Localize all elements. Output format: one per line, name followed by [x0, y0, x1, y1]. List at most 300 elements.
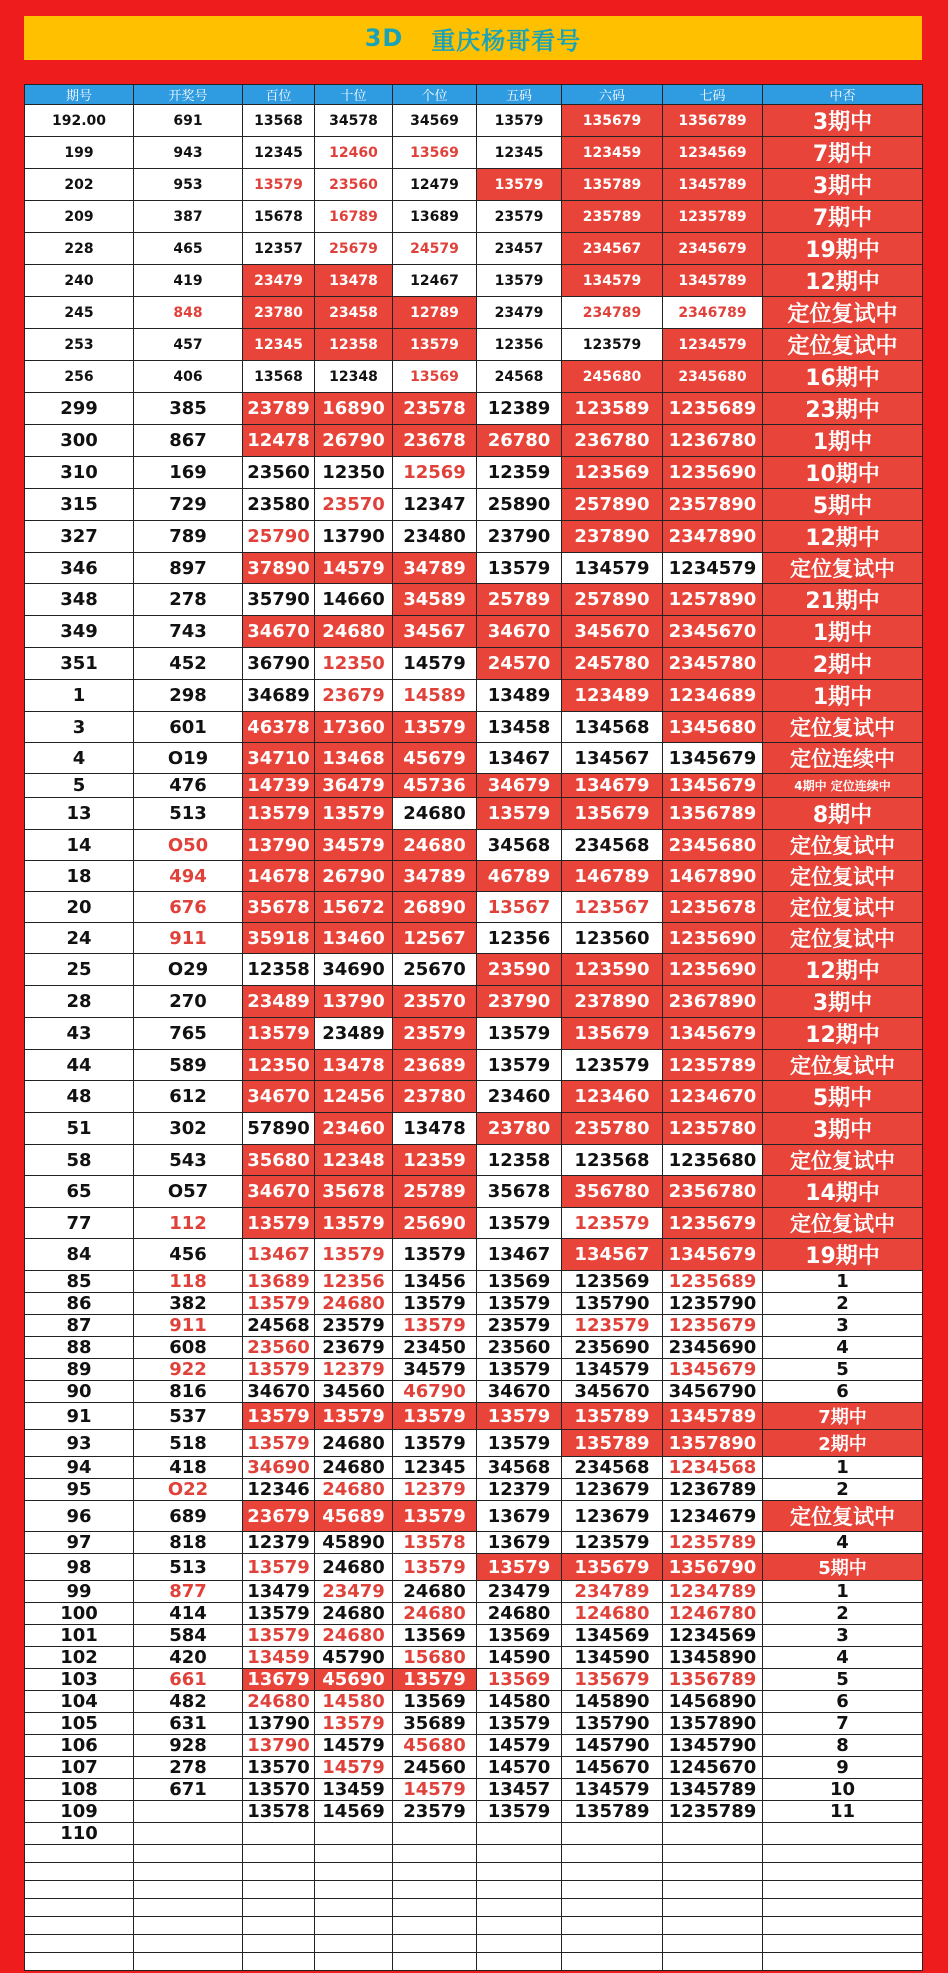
units-cell: [393, 1935, 477, 1953]
issue-cell: 315: [25, 489, 134, 521]
units-cell: [393, 1823, 477, 1845]
draw-number-cell: 270: [134, 986, 243, 1018]
tens-cell: 12348: [315, 361, 393, 393]
six-code-cell: 123560: [562, 923, 663, 954]
tens-cell: 13478: [315, 265, 393, 297]
six-code-cell: 135789: [562, 1430, 663, 1457]
hundreds-cell: 13568: [243, 361, 315, 393]
result-cell: 7期中: [763, 137, 923, 169]
result-cell: [763, 1917, 923, 1935]
table-row: [25, 1293, 923, 1315]
draw-number-cell: 169: [134, 457, 243, 489]
hundreds-cell: 13579: [243, 1430, 315, 1457]
units-cell: 25789: [393, 1176, 477, 1208]
tens-cell: 13459: [315, 1779, 393, 1801]
table-row: [25, 1863, 923, 1881]
seven-code-cell: 1245670: [663, 1757, 763, 1779]
units-cell: 24680: [393, 1581, 477, 1603]
units-cell: 13579: [393, 329, 477, 361]
draw-number-cell: 661: [134, 1669, 243, 1691]
tens-cell: 14569: [315, 1801, 393, 1823]
hundreds-cell: 23489: [243, 986, 315, 1018]
draw-number-cell: [134, 1953, 243, 1971]
issue-cell: 346: [25, 553, 134, 584]
six-code-cell: 123460: [562, 1081, 663, 1113]
hundreds-cell: 35678: [243, 892, 315, 923]
result-cell: [763, 1935, 923, 1953]
tens-cell: 24680: [315, 616, 393, 648]
tens-cell: 13790: [315, 986, 393, 1018]
six-code-cell: 235789: [562, 201, 663, 233]
six-code-cell: 237890: [562, 521, 663, 553]
result-cell: 6: [763, 1691, 923, 1713]
six-code-cell: 135679: [562, 1554, 663, 1581]
draw-number-cell: 456: [134, 1239, 243, 1271]
issue-cell: [25, 1881, 134, 1899]
issue-cell: 107: [25, 1757, 134, 1779]
hundreds-cell: 24568: [243, 1315, 315, 1337]
table-row: [25, 1603, 923, 1625]
five-code-cell: 23479: [477, 1581, 562, 1603]
table-row: [25, 329, 923, 361]
seven-code-cell: 1345679: [663, 1359, 763, 1381]
seven-code-cell: 1235789: [663, 1801, 763, 1823]
six-code-cell: 135790: [562, 1713, 663, 1735]
five-code-cell: [477, 1881, 562, 1899]
draw-number-cell: 953: [134, 169, 243, 201]
issue-cell: 209: [25, 201, 134, 233]
six-code-cell: [562, 1845, 663, 1863]
six-code-cell: 135679: [562, 1669, 663, 1691]
six-code-cell: 123590: [562, 954, 663, 986]
header-hundreds: 百位: [243, 85, 315, 105]
seven-code-cell: 1356789: [663, 798, 763, 830]
seven-code-cell: 1356790: [663, 1554, 763, 1581]
five-code-cell: 13579: [477, 1430, 562, 1457]
tens-cell: 24680: [315, 1457, 393, 1479]
hundreds-cell: 13790: [243, 830, 315, 861]
seven-code-cell: 1235679: [663, 1315, 763, 1337]
units-cell: 13569: [393, 137, 477, 169]
tens-cell: 13790: [315, 521, 393, 553]
draw-number-cell: 278: [134, 584, 243, 616]
units-cell: 23570: [393, 986, 477, 1018]
draw-number-cell: O19: [134, 743, 243, 774]
issue-cell: [25, 1917, 134, 1935]
tens-cell: [315, 1823, 393, 1845]
five-code-cell: 23560: [477, 1337, 562, 1359]
units-cell: 24680: [393, 830, 477, 861]
table-row: [25, 137, 923, 169]
six-code-cell: 134590: [562, 1647, 663, 1669]
hundreds-cell: 12379: [243, 1532, 315, 1554]
five-code-cell: 13579: [477, 1554, 562, 1581]
result-cell: 14期中: [763, 1176, 923, 1208]
units-cell: 23579: [393, 1801, 477, 1823]
units-cell: 12569: [393, 457, 477, 489]
five-code-cell: 13579: [477, 169, 562, 201]
units-cell: 34789: [393, 553, 477, 584]
hundreds-cell: 13579: [243, 1293, 315, 1315]
units-cell: 12479: [393, 169, 477, 201]
six-code-cell: 135789: [562, 169, 663, 201]
five-code-cell: 24570: [477, 648, 562, 680]
hundreds-cell: 13579: [243, 1403, 315, 1430]
table-row: [25, 1899, 923, 1917]
issue-cell: 20: [25, 892, 134, 923]
result-cell: 定位复试中: [763, 861, 923, 892]
tens-cell: 23460: [315, 1113, 393, 1145]
table-row: [25, 954, 923, 986]
hundreds-cell: 14678: [243, 861, 315, 892]
tens-cell: 12379: [315, 1359, 393, 1381]
tens-cell: 14579: [315, 1757, 393, 1779]
seven-code-cell: 1345789: [663, 169, 763, 201]
five-code-cell: 12359: [477, 457, 562, 489]
hundreds-cell: 13570: [243, 1757, 315, 1779]
table-row: [25, 1113, 923, 1145]
six-code-cell: 123489: [562, 680, 663, 712]
seven-code-cell: 1236780: [663, 425, 763, 457]
seven-code-cell: 1235689: [663, 393, 763, 425]
six-code-cell: 123579: [562, 329, 663, 361]
seven-code-cell: 1235678: [663, 892, 763, 923]
draw-number-cell: 765: [134, 1018, 243, 1050]
draw-number-cell: 818: [134, 1532, 243, 1554]
seven-code-cell: 1345679: [663, 743, 763, 774]
six-code-cell: 257890: [562, 584, 663, 616]
six-code-cell: 145670: [562, 1757, 663, 1779]
seven-code-cell: 2345680: [663, 361, 763, 393]
seven-code-cell: 1345890: [663, 1647, 763, 1669]
hundreds-cell: 13578: [243, 1801, 315, 1823]
tens-cell: [315, 1935, 393, 1953]
hundreds-cell: 23560: [243, 1337, 315, 1359]
tens-cell: 13579: [315, 1713, 393, 1735]
six-code-cell: 134567: [562, 1239, 663, 1271]
five-code-cell: 13467: [477, 1239, 562, 1271]
draw-number-cell: 418: [134, 1457, 243, 1479]
five-code-cell: 13579: [477, 798, 562, 830]
seven-code-cell: 1234579: [663, 329, 763, 361]
tens-cell: 26790: [315, 425, 393, 457]
units-cell: 13579: [393, 1315, 477, 1337]
table-row: [25, 1757, 923, 1779]
issue-cell: 253: [25, 329, 134, 361]
six-code-cell: 237890: [562, 986, 663, 1018]
result-cell: 4期中 定位连续中: [763, 774, 923, 798]
table-row: [25, 1271, 923, 1293]
six-code-cell: 234789: [562, 1581, 663, 1603]
five-code-cell: 13679: [477, 1501, 562, 1532]
tens-cell: 12348: [315, 1145, 393, 1176]
five-code-cell: [477, 1953, 562, 1971]
issue-cell: 349: [25, 616, 134, 648]
issue-cell: 18: [25, 861, 134, 892]
five-code-cell: [477, 1863, 562, 1881]
draw-number-cell: 419: [134, 265, 243, 297]
header-six-code: 六码: [562, 85, 663, 105]
hundreds-cell: 13579: [243, 1018, 315, 1050]
draw-number-cell: 298: [134, 680, 243, 712]
result-cell: 8: [763, 1735, 923, 1757]
result-cell: 5: [763, 1359, 923, 1381]
result-cell: 6: [763, 1381, 923, 1403]
result-cell: 2: [763, 1479, 923, 1501]
six-code-cell: 234568: [562, 830, 663, 861]
issue-cell: 58: [25, 1145, 134, 1176]
seven-code-cell: [663, 1863, 763, 1881]
table-row: [25, 1479, 923, 1501]
issue-cell: 245: [25, 297, 134, 329]
result-cell: 23期中: [763, 393, 923, 425]
six-code-cell: 134579: [562, 553, 663, 584]
hundreds-cell: 12345: [243, 329, 315, 361]
seven-code-cell: 1234579: [663, 553, 763, 584]
table-row: [25, 553, 923, 584]
tens-cell: 12350: [315, 457, 393, 489]
table-row: [25, 1176, 923, 1208]
seven-code-cell: 1234689: [663, 680, 763, 712]
result-cell: 定位复试中: [763, 830, 923, 861]
five-code-cell: 13579: [477, 553, 562, 584]
tens-cell: 34560: [315, 1381, 393, 1403]
seven-code-cell: 1345679: [663, 1018, 763, 1050]
six-code-cell: 123459: [562, 137, 663, 169]
seven-code-cell: 1235679: [663, 1208, 763, 1239]
draw-number-cell: 465: [134, 233, 243, 265]
result-cell: 定位复试中: [763, 297, 923, 329]
draw-number-cell: 816: [134, 1381, 243, 1403]
five-code-cell: 13579: [477, 1359, 562, 1381]
tens-cell: 24680: [315, 1430, 393, 1457]
hundreds-cell: 46378: [243, 712, 315, 743]
units-cell: 24680: [393, 798, 477, 830]
hundreds-cell: [243, 1881, 315, 1899]
table-row: [25, 1501, 923, 1532]
issue-cell: 44: [25, 1050, 134, 1081]
seven-code-cell: 1235690: [663, 923, 763, 954]
tens-cell: 45890: [315, 1532, 393, 1554]
header-tens: 十位: [315, 85, 393, 105]
six-code-cell: 123569: [562, 457, 663, 489]
tens-cell: 13460: [315, 923, 393, 954]
tens-cell: 13468: [315, 743, 393, 774]
six-code-cell: 123579: [562, 1532, 663, 1554]
issue-cell: 65: [25, 1176, 134, 1208]
draw-number-cell: 612: [134, 1081, 243, 1113]
units-cell: 34789: [393, 861, 477, 892]
table-row: [25, 986, 923, 1018]
issue-cell: 87: [25, 1315, 134, 1337]
issue-cell: 240: [25, 265, 134, 297]
hundreds-cell: 13579: [243, 1359, 315, 1381]
table-row: [25, 680, 923, 712]
five-code-cell: 23579: [477, 201, 562, 233]
result-cell: 4: [763, 1337, 923, 1359]
six-code-cell: 135679: [562, 798, 663, 830]
issue-cell: 90: [25, 1381, 134, 1403]
issue-cell: 99: [25, 1581, 134, 1603]
five-code-cell: 13579: [477, 1050, 562, 1081]
draw-number-cell: 922: [134, 1359, 243, 1381]
hundreds-cell: 13689: [243, 1271, 315, 1293]
hundreds-cell: [243, 1863, 315, 1881]
draw-number-cell: 387: [134, 201, 243, 233]
six-code-cell: 134579: [562, 1779, 663, 1801]
table-row: [25, 648, 923, 680]
six-code-cell: 234789: [562, 297, 663, 329]
tens-cell: 12356: [315, 1271, 393, 1293]
result-cell: 定位复试中: [763, 1208, 923, 1239]
result-cell: 7期中: [763, 1403, 923, 1430]
result-cell: 1期中: [763, 425, 923, 457]
units-cell: 13579: [393, 1669, 477, 1691]
tens-cell: 23458: [315, 297, 393, 329]
units-cell: 13456: [393, 1271, 477, 1293]
table-row: [25, 489, 923, 521]
units-cell: [393, 1863, 477, 1881]
result-cell: 定位复试中: [763, 892, 923, 923]
seven-code-cell: 2347890: [663, 521, 763, 553]
table-row: [25, 1315, 923, 1337]
six-code-cell: 245780: [562, 648, 663, 680]
header-units: 个位: [393, 85, 477, 105]
seven-code-cell: 1356789: [663, 1669, 763, 1691]
table-row: [25, 861, 923, 892]
header-issue: 期号: [25, 85, 134, 105]
result-cell: [763, 1899, 923, 1917]
issue-cell: 299: [25, 393, 134, 425]
issue-cell: 24: [25, 923, 134, 954]
units-cell: 34569: [393, 105, 477, 137]
seven-code-cell: [663, 1917, 763, 1935]
seven-code-cell: 2345780: [663, 648, 763, 680]
draw-number-cell: 482: [134, 1691, 243, 1713]
six-code-cell: 123579: [562, 1050, 663, 1081]
result-cell: 3期中: [763, 986, 923, 1018]
five-code-cell: 14570: [477, 1757, 562, 1779]
six-code-cell: 123679: [562, 1501, 663, 1532]
units-cell: 12467: [393, 265, 477, 297]
units-cell: 23689: [393, 1050, 477, 1081]
tens-cell: 12350: [315, 648, 393, 680]
result-cell: 定位复试中: [763, 1501, 923, 1532]
tens-cell: 45690: [315, 1669, 393, 1691]
draw-number-cell: 112: [134, 1208, 243, 1239]
issue-cell: 14: [25, 830, 134, 861]
table-row: [25, 584, 923, 616]
seven-code-cell: [663, 1881, 763, 1899]
result-cell: 19期中: [763, 233, 923, 265]
five-code-cell: 13579: [477, 1293, 562, 1315]
tens-cell: 15672: [315, 892, 393, 923]
tens-cell: 26790: [315, 861, 393, 892]
result-cell: 19期中: [763, 1239, 923, 1271]
table-row: [25, 265, 923, 297]
tens-cell: 12456: [315, 1081, 393, 1113]
header-five-code: 五码: [477, 85, 562, 105]
issue-cell: 97: [25, 1532, 134, 1554]
table-row: [25, 892, 923, 923]
seven-code-cell: 2346789: [663, 297, 763, 329]
seven-code-cell: 1235789: [663, 201, 763, 233]
result-cell: 3期中: [763, 169, 923, 201]
table-row: [25, 1359, 923, 1381]
result-cell: 5期中: [763, 1081, 923, 1113]
seven-code-cell: [663, 1845, 763, 1863]
result-cell: 12期中: [763, 954, 923, 986]
units-cell: 23678: [393, 425, 477, 457]
tens-cell: 25679: [315, 233, 393, 265]
draw-number-cell: O29: [134, 954, 243, 986]
tens-cell: 34578: [315, 105, 393, 137]
issue-cell: 86: [25, 1293, 134, 1315]
issue-cell: 101: [25, 1625, 134, 1647]
five-code-cell: [477, 1899, 562, 1917]
hundreds-cell: [243, 1823, 315, 1845]
issue-cell: [25, 1953, 134, 1971]
units-cell: 12789: [393, 297, 477, 329]
table-row: [25, 1081, 923, 1113]
seven-code-cell: 1246780: [663, 1603, 763, 1625]
seven-code-cell: 1345679: [663, 774, 763, 798]
five-code-cell: 35678: [477, 1176, 562, 1208]
five-code-cell: [477, 1917, 562, 1935]
result-cell: [763, 1823, 923, 1845]
tens-cell: 36479: [315, 774, 393, 798]
table-row: [25, 1845, 923, 1863]
issue-cell: 351: [25, 648, 134, 680]
table-row: [25, 457, 923, 489]
tens-cell: 24680: [315, 1603, 393, 1625]
seven-code-cell: 1236789: [663, 1479, 763, 1501]
draw-number-cell: 382: [134, 1293, 243, 1315]
draw-number-cell: 476: [134, 774, 243, 798]
five-code-cell: 14579: [477, 1735, 562, 1757]
table-row: [25, 1953, 923, 1971]
result-cell: 9: [763, 1757, 923, 1779]
six-code-cell: 235690: [562, 1337, 663, 1359]
issue-cell: 77: [25, 1208, 134, 1239]
tens-cell: 34579: [315, 830, 393, 861]
result-cell: 1期中: [763, 616, 923, 648]
six-code-cell: 123589: [562, 393, 663, 425]
table-row: [25, 1554, 923, 1581]
result-cell: 定位连续中: [763, 743, 923, 774]
seven-code-cell: 3456790: [663, 1381, 763, 1403]
hundreds-cell: 34670: [243, 1381, 315, 1403]
tens-cell: 24680: [315, 1293, 393, 1315]
issue-cell: 106: [25, 1735, 134, 1757]
seven-code-cell: 1234789: [663, 1581, 763, 1603]
result-cell: 3: [763, 1315, 923, 1337]
units-cell: 15680: [393, 1647, 477, 1669]
result-cell: 定位复试中: [763, 329, 923, 361]
result-cell: 10: [763, 1779, 923, 1801]
six-code-cell: 234567: [562, 233, 663, 265]
tens-cell: 12460: [315, 137, 393, 169]
seven-code-cell: 1467890: [663, 861, 763, 892]
table-row: [25, 1917, 923, 1935]
seven-code-cell: 1345789: [663, 1779, 763, 1801]
hundreds-cell: 25790: [243, 521, 315, 553]
table-row: [25, 1457, 923, 1479]
issue-cell: 84: [25, 1239, 134, 1271]
draw-number-cell: O50: [134, 830, 243, 861]
tens-cell: 13478: [315, 1050, 393, 1081]
hundreds-cell: [243, 1899, 315, 1917]
